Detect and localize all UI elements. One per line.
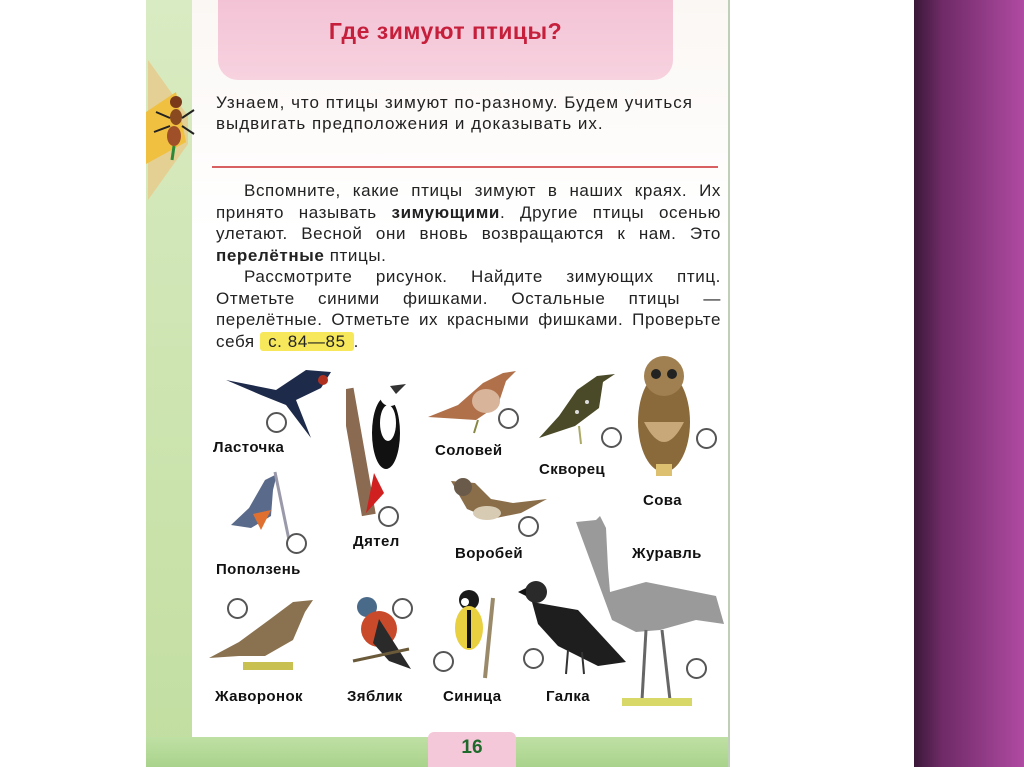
owl-chip[interactable] [696,428,717,449]
starling-chip[interactable] [601,427,622,448]
nightingale-chip[interactable] [498,408,519,429]
label-tit: Синица [443,688,502,705]
label-chaffinch: Зяблик [347,688,403,705]
paragraph-1: Вспомните, какие птицы зимуют в наших краях. Их принято называть зимующими. Другие птицы осенью улетают. Весной они вновь возвращаются к нам. Это перелётные птицы. [216,181,721,265]
ant-icon [146,82,198,164]
nuthatch-chip[interactable] [286,533,307,554]
page-reference[interactable]: с. 84—85 [260,332,354,351]
jackdaw-chip[interactable] [523,648,544,669]
crane-chip[interactable] [686,658,707,679]
chaffinch-chip[interactable] [392,598,413,619]
page-title: Где зимуют птицы? [328,18,563,44]
label-crane: Журавль [632,545,702,562]
label-sparrow: Воробей [455,545,523,562]
woodpecker-illustration [346,378,416,518]
textbook-page [146,0,730,767]
owl-illustration [632,352,696,477]
divider [212,166,718,168]
tit-illustration [449,588,505,680]
sparrow-chip[interactable] [518,516,539,537]
tit-chip[interactable] [433,651,454,672]
label-woodpecker: Дятел [353,533,400,550]
intro-text: Узнаем, что птицы зимуют по-разному. Будем учиться выдвигать предположения и доказывать их. [216,93,693,133]
lark-illustration [209,590,319,672]
lark-chip[interactable] [227,598,248,619]
swallow-chip[interactable] [266,412,287,433]
label-swallow: Ласточка [213,439,285,456]
woodpecker-chip[interactable] [378,506,399,527]
page-number: 16 [461,737,483,758]
label-nuthatch: Поползень [216,561,301,578]
label-lark: Жаворонок [215,688,303,705]
paragraph-2: Рассмотрите рисунок. Найдите зимующих птиц. Отметьте синими фишками. Остальные птицы — перелётные. Отметьте их красными фишками. Проверьте себя с. 84—85 . [216,267,721,351]
label-jackdaw: Галка [546,688,591,705]
label-nightingale: Соловей [435,442,503,459]
label-starling: Скворец [539,461,606,478]
slide-decor-band [914,0,1024,767]
label-owl: Сова [643,492,682,509]
nuthatch-illustration [231,470,291,542]
main-text [216,180,721,352]
